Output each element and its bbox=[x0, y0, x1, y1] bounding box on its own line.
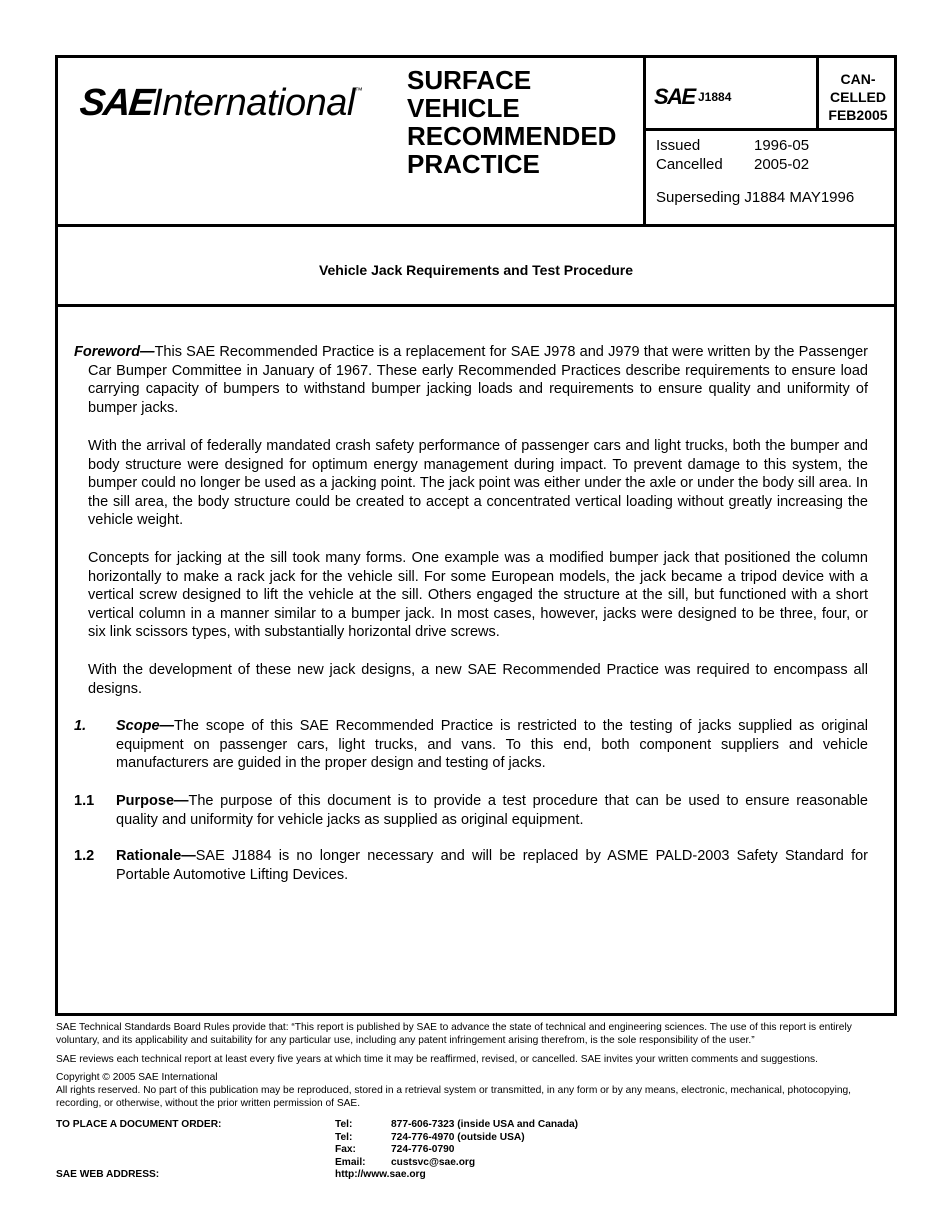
web-address-link[interactable]: http://www.sae.org bbox=[335, 1169, 426, 1181]
section-number: 1. bbox=[74, 718, 87, 734]
status-cell bbox=[816, 58, 897, 128]
cancelled-value: 2005-02 bbox=[754, 156, 810, 173]
section-body: The purpose of this document is to provide a test procedure that can be used to ensure reasonable quality and uniformity for vehicle jacks as supplied as original equipment. bbox=[116, 793, 868, 828]
sae-international-logo bbox=[77, 82, 363, 132]
foreword-p1: This SAE Recommended Practice is a replacement for SAE J978 and J979 that were written by the Passenger Car Bumper Committee in January of 1967. These early Recommended Practices describe requirements to ensure load carrying capacity of bumpers to withstand bumper jacking loads and requirements to ensure quality and uniformity of bumper jacks. bbox=[88, 344, 868, 416]
section-heading: Purpose— bbox=[116, 793, 189, 809]
doc-type-line: PRACTICE bbox=[407, 149, 540, 179]
dates-block bbox=[656, 136, 854, 207]
contact-value: 724-776-0790 bbox=[391, 1144, 455, 1156]
foreword-p4: With the development of these new jack designs, a new SAE Recommended Practice was required to encompass all designs. bbox=[88, 662, 868, 697]
section-text bbox=[116, 847, 868, 884]
section-heading: Rationale— bbox=[116, 848, 196, 864]
document-frame bbox=[55, 55, 897, 1016]
contact-key: Tel: bbox=[335, 1131, 353, 1143]
document-info-box bbox=[643, 58, 897, 224]
contact-key: Email: bbox=[335, 1156, 366, 1168]
contact-value: 877-606-7323 (inside USA and Canada) bbox=[391, 1119, 579, 1130]
issued-row bbox=[656, 136, 854, 155]
status-line: FEB2005 bbox=[828, 107, 888, 123]
footer-rules: SAE Technical Standards Board Rules provide that: “This report is published by SAE to advance the state of technical and engineering sciences. The use of this report is entirely voluntary, and its applicability and suitability for any particular use, including any patent infringement arising therefrom, is the sole responsibility of the user.” bbox=[56, 1022, 852, 1046]
status-line: CELLED bbox=[830, 89, 886, 105]
foreword-text bbox=[74, 343, 868, 417]
section-number: 1.2 bbox=[74, 848, 95, 864]
section-heading: Scope— bbox=[116, 718, 175, 734]
order-label: TO PLACE A DOCUMENT ORDER: bbox=[56, 1119, 222, 1130]
foreword-label: Foreword— bbox=[74, 344, 155, 360]
footer-rights: All rights reserved. No part of this publication may be reproduced, stored in a retrieval system or transmitted, in any form or by any means, electronic, mechanical, photocopying, recording, or otherwise, without the prior written permission of SAE. bbox=[56, 1085, 851, 1109]
email-link[interactable]: custsvc@sae.org bbox=[391, 1156, 476, 1168]
doc-type-line: SURFACE bbox=[407, 65, 532, 95]
footer-review: SAE reviews each technical report at least every five years at which time it may be reaffirmed, revised, or cancelled. SAE invites your written comments and suggestions. bbox=[56, 1054, 818, 1065]
header-band bbox=[58, 58, 894, 227]
foreword-paragraph bbox=[74, 343, 868, 417]
section-text bbox=[116, 792, 868, 829]
foreword-p2: With the arrival of federally mandated crash safety performance of passenger cars and light trucks, both the bumper and body structure were designed for optimum energy management during impact. To prevent damage to this system, the bumper could no longer be used as a jacking point. The jack point was either under the axle or under the body sill area. In the sill area, the body structure could be created to accept a concentrated vertical loading without greatly increasing the vehicle weight. bbox=[88, 438, 868, 529]
section-text bbox=[116, 717, 868, 773]
section-body: SAE J1884 is no longer necessary and will be replaced by ASME PALD-2003 Safety Standard for Portable Automotive Lifting Devices. bbox=[116, 848, 868, 883]
superseding: Superseding J1884 MAY1996 bbox=[656, 189, 855, 206]
foreword-p3: Concepts for jacking at the sill took many forms. One example was a modified bumper jack that positioned the column horizontally to make a rack jack for the vehicle sill. For some European models, the jack became a tripod device with a vertical screw designed to lift the vehicle at the sill. Others engaged the structure at the sill, but functioned with a short vertical column in a manner similar to a bumper jack. In most cases, however, jacks were designed to be three, four, or six link scissors types, with substantially horizontal drive screws. bbox=[88, 550, 868, 641]
logo-trademark: ™ bbox=[354, 86, 363, 95]
issued-label: Issued bbox=[656, 137, 701, 154]
title-band bbox=[58, 227, 894, 307]
section-number: 1.1 bbox=[74, 793, 95, 809]
contact-key: Tel: bbox=[335, 1119, 353, 1130]
cancelled-label: Cancelled bbox=[656, 156, 723, 173]
contact-key: Fax: bbox=[335, 1144, 356, 1156]
web-label: SAE WEB ADDRESS: bbox=[56, 1169, 160, 1181]
doc-id-cell bbox=[646, 58, 816, 128]
status-line: CAN- bbox=[840, 71, 876, 87]
doc-number: J1884 bbox=[698, 90, 732, 104]
document-title: Vehicle Jack Requirements and Test Procedure bbox=[318, 262, 634, 278]
logo-sae: SAE bbox=[77, 82, 155, 124]
doc-type-line: RECOMMENDED bbox=[407, 121, 617, 151]
contact-value: 724-776-4970 (outside USA) bbox=[391, 1131, 525, 1143]
issued-value: 1996-05 bbox=[754, 137, 810, 154]
section-body: The scope of this SAE Recommended Practice is restricted to the testing of jacks supplied as original equipment on passenger cars, light trucks, and vans. To this end, both component suppliers and vehicle manufacturers are guided in the proper design and testing of jacks. bbox=[116, 718, 868, 772]
footer-copyright: Copyright © 2005 SAE International bbox=[56, 1072, 218, 1083]
small-sae-logo: SAE bbox=[654, 84, 695, 109]
doc-type-line: VEHICLE bbox=[407, 93, 520, 123]
logo-international: International bbox=[152, 82, 355, 124]
document-type bbox=[407, 66, 616, 178]
id-row bbox=[646, 58, 897, 131]
cancelled-row bbox=[656, 155, 854, 174]
